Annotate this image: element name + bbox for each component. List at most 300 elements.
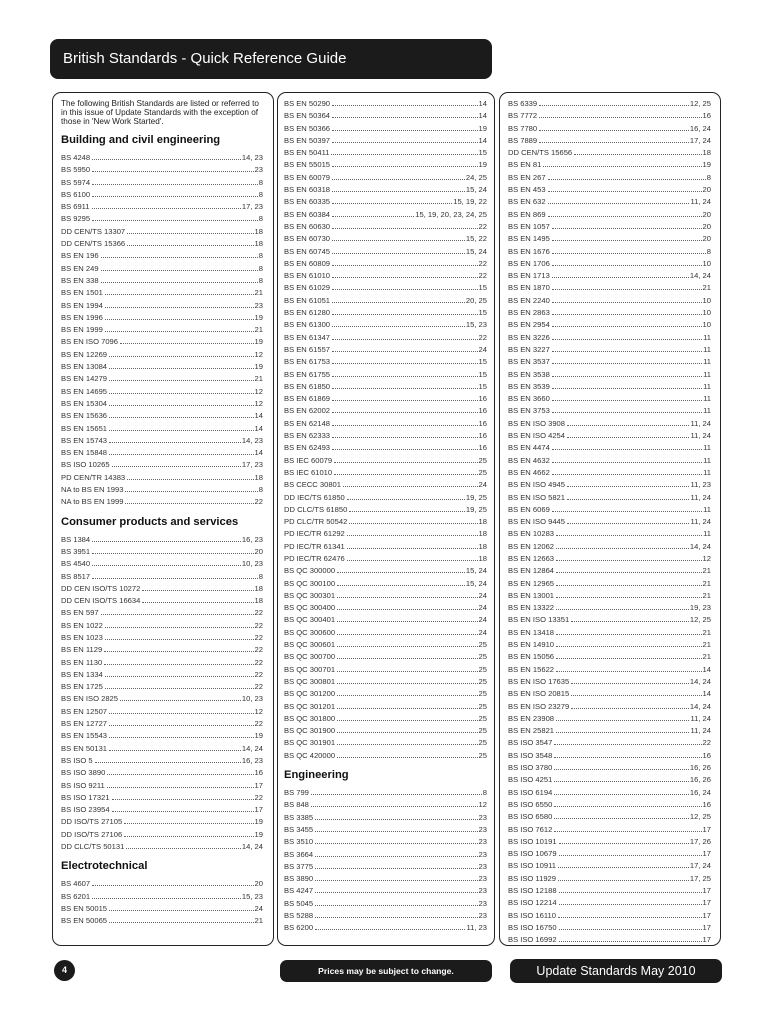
dot-leader [552, 239, 702, 241]
page-references: 11, 24 [690, 713, 711, 723]
standard-code: NA to BS EN 1999 [61, 497, 124, 507]
price-note: Prices may be subject to change. [280, 960, 492, 982]
page-references: 14, 24 [689, 541, 711, 551]
page-references: 22 [254, 632, 263, 642]
standard-code: BS 7772 [508, 111, 538, 121]
dot-leader [337, 694, 477, 696]
dot-leader [559, 940, 702, 942]
page-references: 25 [478, 640, 487, 650]
page-references: 14, 23 [241, 435, 263, 445]
dot-leader [556, 608, 689, 610]
dot-leader [332, 436, 478, 438]
page-references: 12 [254, 706, 263, 716]
dot-leader [109, 453, 254, 455]
standard-entry [508, 185, 711, 197]
page-references: 23 [478, 824, 487, 834]
page-references: 10 [702, 258, 711, 268]
dot-leader [337, 584, 465, 586]
page-references: 24 [254, 903, 263, 913]
standard-code: BS EN 55015 [284, 160, 331, 170]
dot-leader [559, 903, 702, 905]
page-references: 17 [702, 849, 711, 859]
dot-leader [109, 429, 254, 431]
standard-entry [61, 399, 263, 411]
standard-entry [61, 535, 263, 547]
standard-code: BS QC 301901 [284, 738, 336, 748]
standard-code: BS EN 15743 [61, 435, 108, 445]
dot-leader [125, 490, 257, 492]
dot-leader [125, 502, 253, 504]
page-references: 15, 24 [465, 246, 487, 256]
standard-entry [284, 665, 487, 677]
page-references: 25 [478, 455, 487, 465]
page-references: 16 [702, 799, 711, 809]
dot-leader [539, 141, 689, 143]
dot-leader [105, 306, 254, 308]
standard-entry [508, 148, 711, 160]
standard-code: BS EN ISO 5821 [508, 492, 565, 502]
dot-leader [337, 743, 477, 745]
standard-code: BS EN ISO 3908 [508, 418, 565, 428]
page-title: British Standards - Quick Reference Guide [63, 50, 347, 67]
standard-entry [508, 308, 711, 320]
dot-leader [337, 657, 477, 659]
dot-leader [311, 805, 478, 807]
standard-entry [61, 227, 263, 239]
dot-leader [105, 687, 254, 689]
standard-entry [61, 596, 263, 608]
standard-code: BS EN ISO 4945 [508, 480, 565, 490]
dot-leader [337, 571, 465, 573]
dot-leader [332, 178, 465, 180]
standard-code: BS ISO 11929 [508, 873, 556, 883]
standard-code: BS QC 300401 [284, 615, 336, 625]
standard-code: BS EN 12062 [508, 541, 555, 551]
standard-code: NA to BS EN 1993 [61, 485, 124, 495]
dot-leader [554, 756, 701, 758]
page-references: 24 [478, 627, 487, 637]
standard-code: BS 848 [284, 800, 309, 810]
dot-leader [567, 522, 689, 524]
page-references: 11, 23 [466, 923, 487, 933]
standard-code: BS EN 1706 [508, 258, 550, 268]
standard-code: PD IEC/TR 61341 [284, 541, 345, 551]
dot-leader [334, 461, 477, 463]
standard-code: BS EN 60384 [284, 209, 331, 219]
standard-entry [508, 775, 711, 787]
standard-entry [61, 658, 263, 670]
standard-code: BS 3890 [284, 874, 314, 884]
standard-entry [61, 817, 263, 829]
page-references: 16 [702, 750, 711, 760]
page-references: 22 [254, 682, 263, 692]
standard-code: BS EN 15304 [61, 398, 108, 408]
dot-leader [104, 663, 253, 665]
standard-code: BS EN 60079 [284, 172, 331, 182]
standard-code: BS 7780 [508, 123, 538, 133]
standard-entry [508, 124, 711, 136]
dot-leader [559, 928, 702, 930]
standard-entry [284, 173, 487, 185]
standard-code: BS QC 300700 [284, 652, 336, 662]
standard-entry [508, 419, 711, 431]
standard-entry [508, 333, 711, 345]
standard-code: DD CEN ISO/TS 16634 [61, 596, 141, 606]
standard-entry [508, 197, 711, 209]
page-references: 19 [254, 829, 263, 839]
page-references: 18 [254, 472, 263, 482]
standard-code: BS EN ISO 4254 [508, 431, 565, 441]
standard-code: BS EN ISO 2825 [61, 694, 118, 704]
dot-leader [315, 842, 477, 844]
standard-entry [61, 830, 263, 842]
standard-code: BS ISO 9211 [61, 780, 105, 790]
standard-code: BS ISO 4251 [508, 775, 553, 785]
standard-code: BS 3775 [284, 861, 314, 871]
standard-code: BS EN 61029 [284, 283, 331, 293]
page-references: 25 [478, 689, 487, 699]
standard-code: BS ISO 12188 [508, 886, 557, 895]
standard-entry [284, 320, 487, 332]
standard-code: BS EN 13084 [61, 362, 108, 372]
standard-code: BS EN 60809 [284, 258, 331, 268]
standard-entry [61, 756, 263, 768]
standard-entry [61, 239, 263, 251]
standard-entry [61, 744, 263, 756]
page-references: 25 [478, 738, 487, 748]
dot-leader [101, 613, 254, 615]
page-references: 8 [258, 177, 263, 187]
dot-leader [109, 724, 254, 726]
standard-code: BS 4540 [61, 559, 91, 569]
page-references: 21 [702, 627, 711, 637]
page-references: 14, 24 [689, 271, 711, 281]
page-references: 17, 23 [241, 460, 263, 470]
standard-code: BS EN ISO 9445 [508, 517, 565, 527]
page-references: 8 [258, 251, 263, 261]
dot-leader [559, 891, 702, 893]
dot-leader [556, 559, 702, 561]
standard-entry [61, 276, 263, 288]
page-references: 22 [478, 258, 487, 268]
dot-leader [556, 670, 702, 672]
dot-leader [552, 375, 702, 377]
dot-leader [109, 749, 241, 751]
page-references: 10 [702, 295, 711, 305]
page-references: 25 [478, 726, 487, 736]
page-references: 25 [478, 713, 487, 723]
standard-code: BS EN 10283 [508, 529, 555, 539]
standard-entry [284, 566, 487, 578]
dot-leader [104, 650, 253, 652]
page-references: 12 [478, 800, 487, 810]
dot-leader [101, 269, 258, 271]
standard-code: BS EN 3660 [508, 394, 550, 404]
dot-leader [332, 252, 465, 254]
standard-code: BS EN 14695 [61, 386, 108, 396]
standard-code: BS EN 2954 [508, 320, 550, 330]
standard-code: BS EN 14279 [61, 374, 108, 384]
dot-leader [332, 202, 452, 204]
dot-leader [558, 916, 702, 918]
standard-code: BS EN 1129 [61, 645, 103, 655]
dot-leader [107, 786, 254, 788]
standard-code: BS EN 12965 [508, 578, 555, 588]
standard-code: BS 4607 [61, 879, 91, 889]
standard-entry [61, 719, 263, 731]
dot-leader [556, 633, 702, 635]
dot-leader [109, 909, 254, 911]
standard-code: BS EN 249 [61, 263, 99, 273]
standard-code: BS 7889 [508, 135, 538, 145]
standard-code: BS EN 267 [508, 172, 546, 182]
dot-leader [332, 362, 478, 364]
page-references: 14, 24 [241, 842, 263, 852]
standard-entry [284, 271, 487, 283]
dot-leader [552, 362, 702, 364]
standard-entry [61, 448, 263, 460]
page-references: 18 [478, 529, 487, 539]
standard-code: BS EN 869 [508, 209, 546, 219]
standard-entry [508, 517, 711, 529]
standard-code: PD CEN/TR 14383 [61, 472, 126, 482]
dot-leader [332, 141, 478, 143]
page-references: 15 [478, 381, 487, 391]
page-references: 20 [254, 879, 263, 889]
standard-entry [508, 382, 711, 394]
standard-entry [284, 443, 487, 455]
page-references: 16 [478, 406, 487, 416]
standard-code: BS EN 12663 [508, 553, 555, 563]
standard-code: BS ISO 23954 [61, 805, 110, 815]
standard-code: BS EN 23908 [508, 713, 555, 723]
page-references: 16, 24 [689, 123, 711, 133]
page-references: 23 [478, 874, 487, 884]
page-references: 19 [254, 817, 263, 827]
standard-code: BS QC 300400 [284, 603, 336, 613]
standard-entry [61, 892, 263, 904]
dot-leader [543, 165, 701, 167]
dot-leader [92, 158, 241, 160]
standard-entry [284, 480, 487, 492]
standard-entry [61, 473, 263, 485]
dot-leader [109, 355, 254, 357]
page-references: 18 [478, 541, 487, 551]
standard-code: BS 6100 [61, 189, 91, 199]
dot-leader [332, 190, 465, 192]
standard-entry [508, 849, 711, 861]
dot-leader [548, 215, 702, 217]
page-number: 4 [54, 960, 75, 981]
page-references: 15, 22 [465, 234, 487, 244]
standard-entry [284, 862, 487, 874]
standard-code: BS EN ISO 23279 [508, 701, 570, 711]
standard-entry [61, 916, 263, 928]
standard-entry [508, 431, 711, 443]
standard-code: BS EN ISO 7096 [61, 337, 118, 347]
standard-code: BS EN 50364 [284, 111, 331, 121]
dot-leader [315, 855, 477, 857]
dot-leader [337, 645, 477, 647]
standard-code: BS EN 62493 [284, 443, 331, 453]
standard-code: BS 6201 [61, 891, 91, 901]
standard-code: BS EN 50411 [284, 148, 330, 158]
standard-code: BS 8517 [61, 571, 91, 581]
standard-entry [61, 608, 263, 620]
standard-entry [508, 173, 711, 185]
dot-leader [552, 288, 702, 290]
dot-leader [552, 387, 702, 389]
dot-leader [337, 608, 477, 610]
dot-leader [92, 897, 241, 899]
dot-leader [552, 473, 702, 475]
standard-entry [61, 879, 263, 891]
standard-code: BS 4248 [61, 153, 91, 162]
page-references: 23 [478, 911, 487, 920]
dot-leader [142, 601, 253, 603]
standard-code: BS 3664 [284, 849, 314, 859]
dot-leader [332, 301, 465, 303]
page-references: 8 [258, 189, 263, 199]
standard-entry [508, 935, 711, 946]
standard-code: BS EN 13322 [508, 603, 555, 613]
standard-code: BS EN 13001 [508, 590, 555, 600]
standard-code: BS EN 60318 [284, 185, 331, 195]
standard-entry [284, 345, 487, 357]
dot-leader [332, 375, 478, 377]
standard-code: BS EN 1713 [508, 271, 550, 281]
dot-leader [567, 424, 689, 426]
page-references: 17 [702, 910, 711, 920]
dot-leader [332, 227, 478, 229]
standard-entry [508, 677, 711, 689]
page-references: 8 [706, 246, 711, 256]
dot-leader [109, 392, 254, 394]
dot-leader [559, 854, 702, 856]
page-references: 8 [258, 275, 263, 285]
page-references: 14 [254, 448, 263, 458]
standard-code: BS QC 301900 [284, 726, 336, 736]
dot-leader [92, 540, 241, 542]
page-references: 11, 24 [690, 431, 711, 441]
dot-leader [571, 707, 689, 709]
standard-entry [508, 640, 711, 652]
dot-leader [315, 867, 477, 869]
page-references: 19, 23 [689, 603, 711, 613]
column-3 [499, 92, 721, 946]
standard-entry [284, 652, 487, 664]
page-references: 16, 26 [689, 763, 711, 773]
page-references: 14, 24 [689, 701, 711, 711]
standard-code: BS EN 15848 [61, 448, 108, 458]
standard-code: BS 4247 [284, 886, 314, 896]
standard-entry [61, 214, 263, 226]
dot-leader [567, 498, 689, 500]
page-references: 16 [702, 111, 711, 121]
standard-code: BS 3510 [284, 837, 314, 847]
dot-leader [332, 116, 478, 118]
dot-leader [332, 411, 478, 413]
page-references: 25 [478, 750, 487, 760]
page-references: 17, 25 [689, 873, 711, 883]
page-references: 17, 23 [241, 202, 263, 212]
standard-entry [508, 160, 711, 172]
dot-leader [571, 620, 689, 622]
standard-code: BS EN 60730 [284, 234, 331, 244]
dot-leader [539, 104, 689, 106]
page-references: 11, 24 [690, 492, 711, 502]
standard-entry [508, 665, 711, 677]
standard-entry [61, 202, 263, 214]
standard-code: DD CEN ISO/TS 10272 [61, 583, 141, 593]
dot-leader [101, 256, 258, 258]
page-references: 11 [703, 381, 711, 391]
page-references: 15 [478, 369, 487, 379]
page-references: 25 [478, 676, 487, 686]
standard-code: BS EN 1057 [508, 221, 550, 231]
page-references: 20 [702, 221, 711, 231]
page-references: 20 [702, 234, 711, 244]
standard-code: BS ISO 10265 [61, 460, 110, 470]
dot-leader [552, 411, 702, 413]
standard-code: BS EN 62002 [284, 406, 331, 416]
page-references: 11, 24 [690, 726, 711, 736]
standard-code: BS QC 300801 [284, 676, 336, 686]
standard-entry [508, 911, 711, 923]
standard-entry [61, 793, 263, 805]
page-references: 16 [478, 443, 487, 453]
page-references: 14 [254, 411, 263, 421]
standard-code: BS EN 3753 [508, 406, 550, 416]
standard-entry [284, 788, 487, 800]
dot-leader [559, 842, 689, 844]
standard-entry [61, 547, 263, 559]
page-references: 16 [478, 418, 487, 428]
page-references: 19 [254, 312, 263, 322]
standard-entry [61, 805, 263, 817]
page-references: 17 [254, 805, 263, 815]
page-references: 11 [703, 467, 711, 477]
page-references: 22 [254, 620, 263, 630]
standard-entry [284, 370, 487, 382]
page-references: 15, 24 [465, 566, 487, 576]
standard-entry [508, 751, 711, 763]
standard-code: BS EN 1994 [61, 300, 103, 310]
standard-code: BS EN 50290 [284, 99, 331, 108]
page-references: 23 [254, 165, 263, 175]
standard-entry [508, 861, 711, 873]
standard-entry [61, 165, 263, 177]
page-references: 15 [478, 308, 487, 318]
standard-entry [61, 190, 263, 202]
standard-code: BS EN 60335 [284, 197, 331, 207]
standard-code: BS EN 1334 [61, 669, 103, 679]
standard-code: BS EN 50065 [61, 916, 108, 926]
standard-entry [284, 923, 487, 935]
standard-entry [508, 788, 711, 800]
page-references: 24 [478, 590, 487, 600]
standard-code: BS 3385 [284, 812, 314, 822]
page-references: 24 [478, 615, 487, 625]
dot-leader [574, 153, 701, 155]
page-references: 19 [254, 731, 263, 741]
dot-leader [92, 219, 258, 221]
page-references: 16, 23 [241, 534, 263, 544]
dot-leader [109, 441, 241, 443]
dot-leader [347, 547, 478, 549]
standard-entry [284, 726, 487, 738]
page-references: 12 [254, 386, 263, 396]
